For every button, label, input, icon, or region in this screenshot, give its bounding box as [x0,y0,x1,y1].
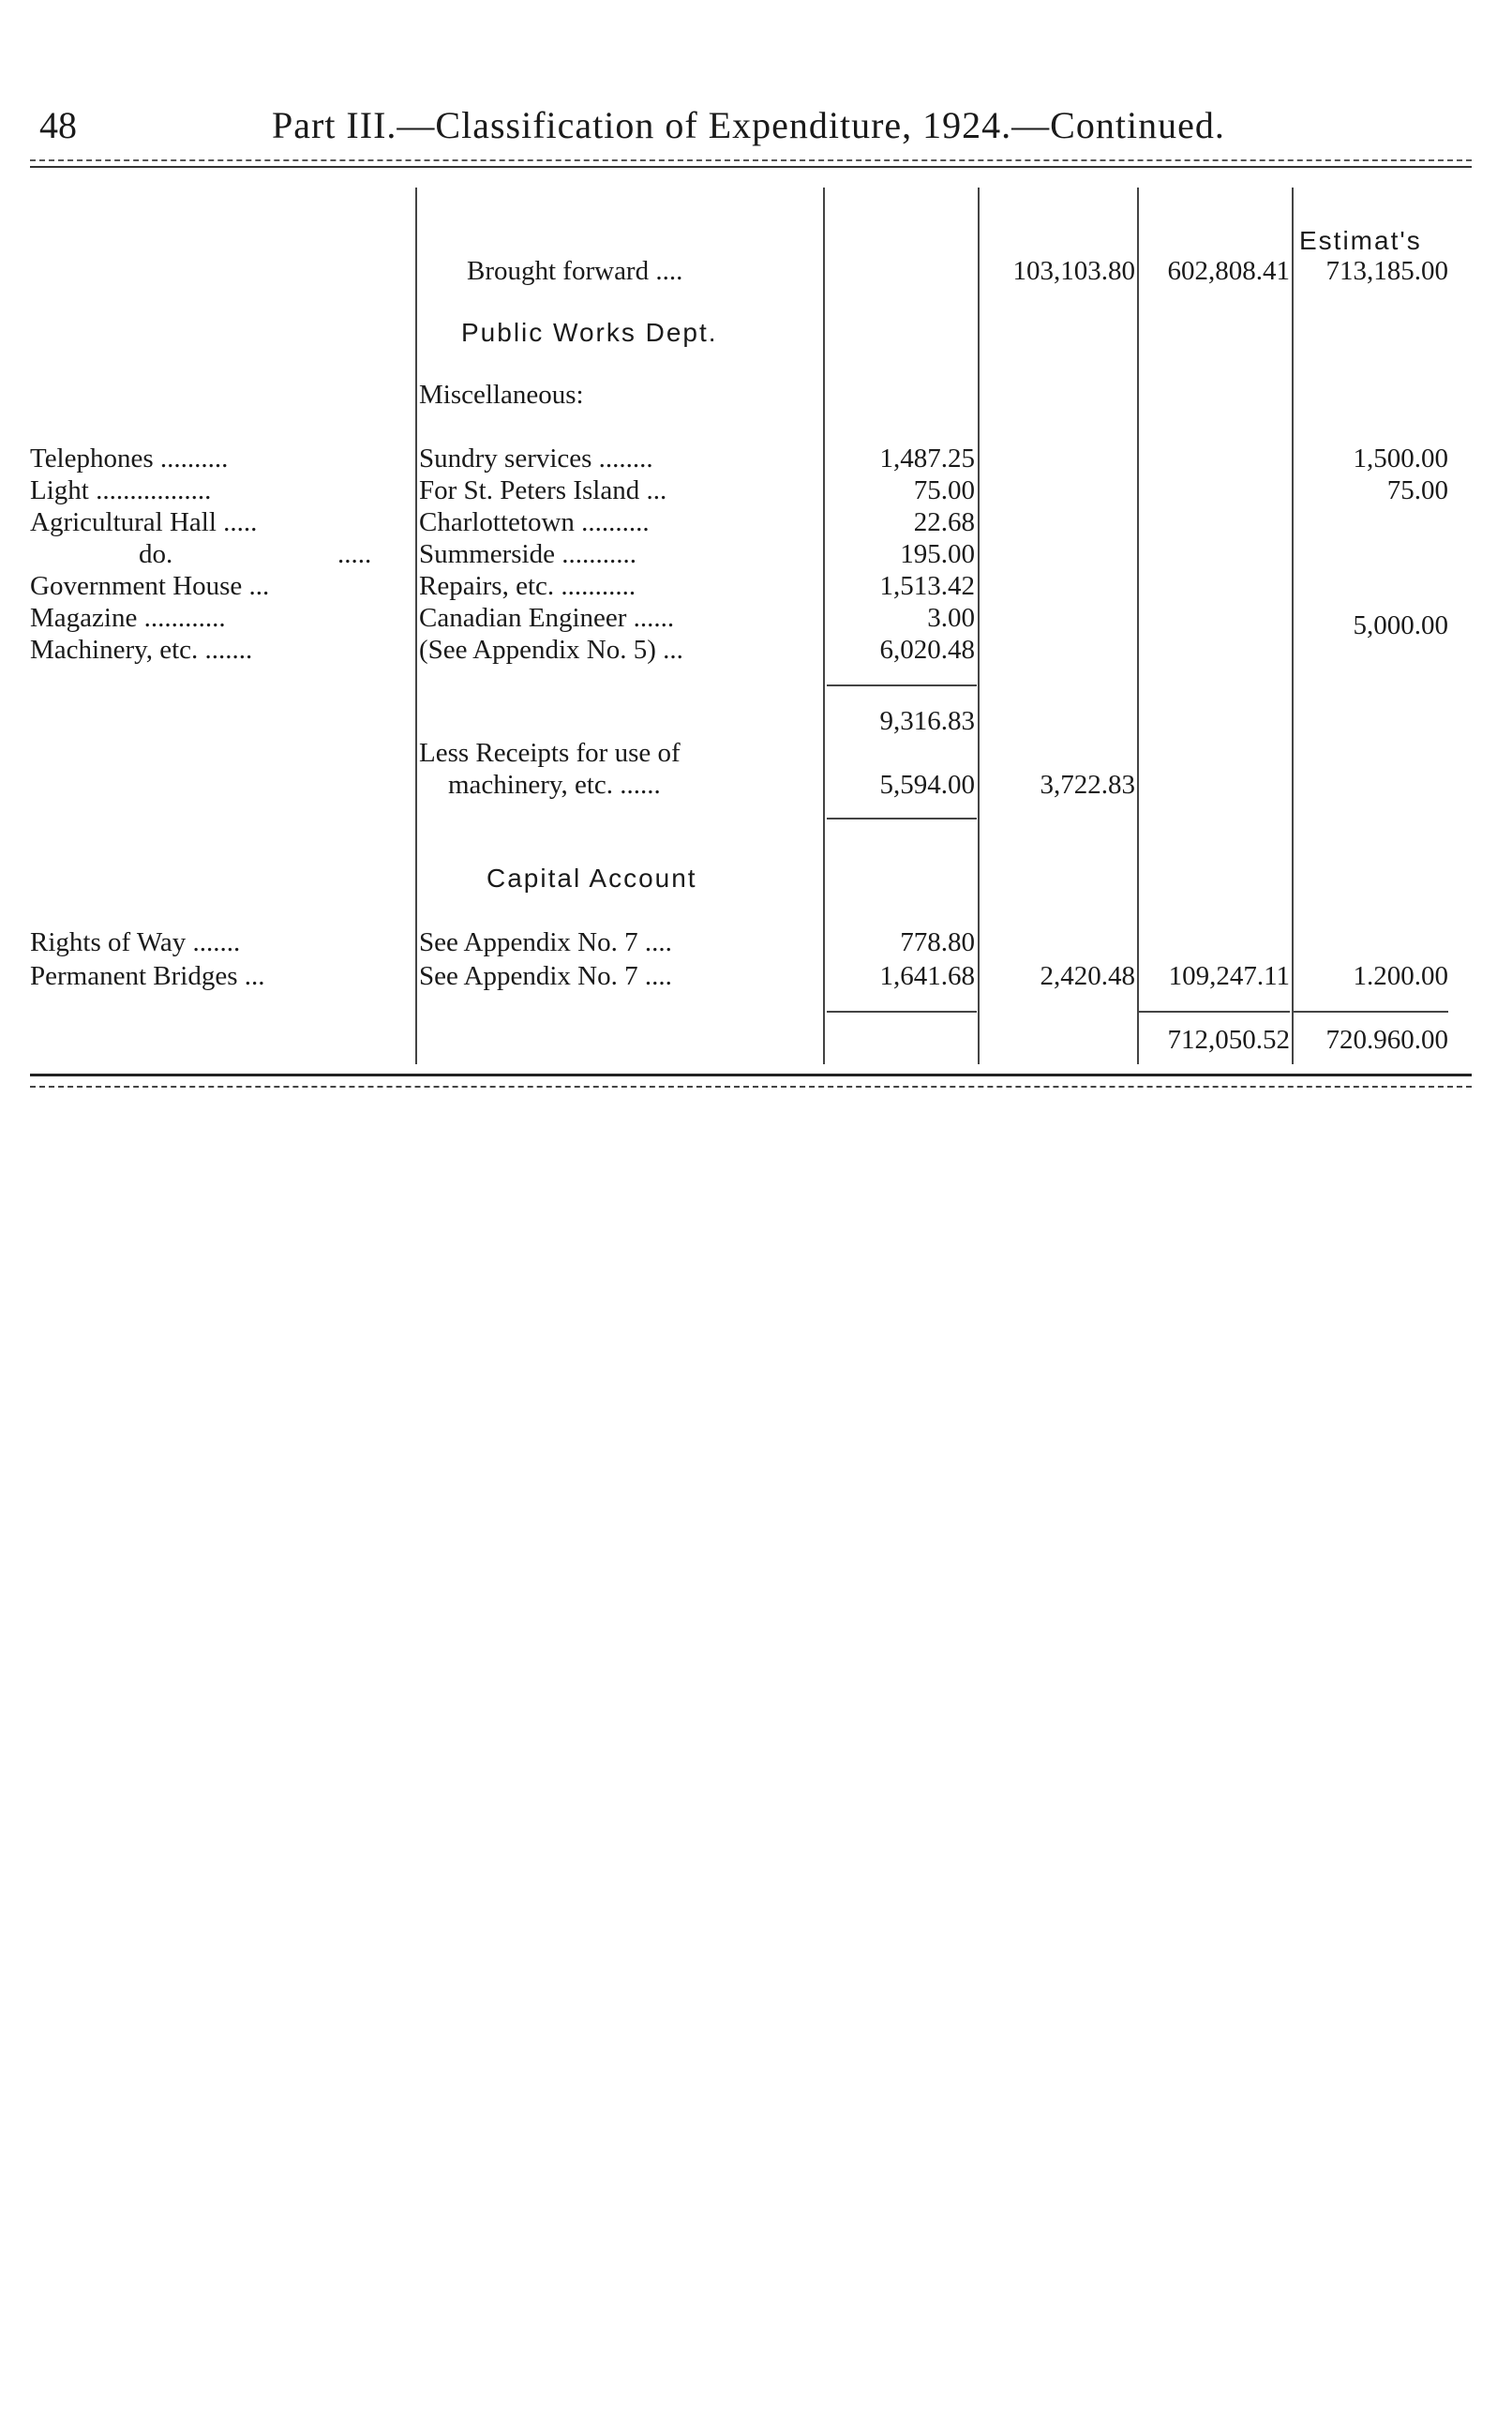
row-description: Summerside ........... [419,539,636,569]
ditto-leader: ..... [337,539,372,569]
page-title: Part III.—Classification of Expenditure, 1924.—Continued. [272,104,1225,146]
column-divider [978,188,980,1064]
row-description: (See Appendix No. 5) ... [419,635,683,665]
row-item: Magazine ............ [30,603,226,633]
row-amount: 22.68 [913,507,975,537]
estimates-column-header: Estimat's [1299,226,1422,255]
brought-forward-label: Brought forward .... [467,256,683,286]
brought-forward-col4: 602,808.41 [1167,256,1290,286]
row-description: Repairs, etc. ........... [419,571,636,601]
row-item: Telephones .......... [30,444,229,474]
capital-row-col4: 109,247.11 [1168,961,1290,991]
row-item: Light ................. [30,475,212,505]
capital-row-description: See Appendix No. 7 .... [419,927,672,957]
row-amount: 75.00 [913,475,975,505]
less-receipts-line1: Less Receipts for use of [419,738,681,768]
subsection-heading: Miscellaneous: [419,380,584,410]
grand-total-estimate: 720.960.00 [1325,1025,1448,1055]
capital-row-amount: 778.80 [900,927,975,957]
row-estimate: 5,000.00 [1353,610,1448,640]
capital-row-amount: 1,641.68 [879,961,975,991]
row-item: do. [139,539,173,569]
row-estimate: 75.00 [1386,475,1448,505]
column-divider [415,188,417,1064]
footer-rule-dashed [30,1086,1472,1088]
row-description: Charlottetown .......... [419,507,650,537]
row-item: Agricultural Hall ..... [30,507,258,537]
row-amount: 3.00 [927,603,975,633]
subtotal-amount: 9,316.83 [879,706,975,736]
row-description: Sundry services ........ [419,444,653,474]
capital-row-col3: 2,420.48 [1040,961,1135,991]
row-amount: 1,487.25 [879,444,975,474]
total-rule [1294,1011,1448,1013]
section-heading: Public Works Dept. [461,318,718,347]
row-item: Government House ... [30,571,270,601]
capital-section-heading: Capital Account [487,864,697,893]
subtotal-rule [827,684,977,686]
total-rule [827,1011,977,1013]
header-rule [30,166,1472,168]
brought-forward-estimate: 713,185.00 [1325,256,1448,286]
capital-row-estimate: 1.200.00 [1353,961,1448,991]
row-item: Machinery, etc. ....... [30,635,253,665]
net-amount: 3,722.83 [1040,770,1135,800]
row-description: For St. Peters Island ... [419,475,667,505]
header-rule-dashed [30,159,1472,161]
brought-forward-col3: 103,103.80 [1012,256,1135,286]
capital-row-item: Rights of Way ....... [30,927,241,957]
row-description: Canadian Engineer ...... [419,603,675,633]
column-divider [1137,188,1139,1064]
row-amount: 195.00 [900,539,975,569]
page-number: 48 [39,104,77,146]
less-receipts-amount: 5,594.00 [879,770,975,800]
grand-total: 712,050.52 [1167,1025,1290,1055]
less-receipts-line2: machinery, etc. ...... [448,770,661,800]
row-amount: 6,020.48 [879,635,975,665]
row-estimate: 1,500.00 [1353,444,1448,474]
net-rule [827,818,977,820]
row-amount: 1,513.42 [879,571,975,601]
capital-row-description: See Appendix No. 7 .... [419,961,672,991]
capital-row-item: Permanent Bridges ... [30,961,265,991]
total-rule [1139,1011,1290,1013]
footer-rule [30,1074,1472,1076]
page-header [30,103,1481,159]
